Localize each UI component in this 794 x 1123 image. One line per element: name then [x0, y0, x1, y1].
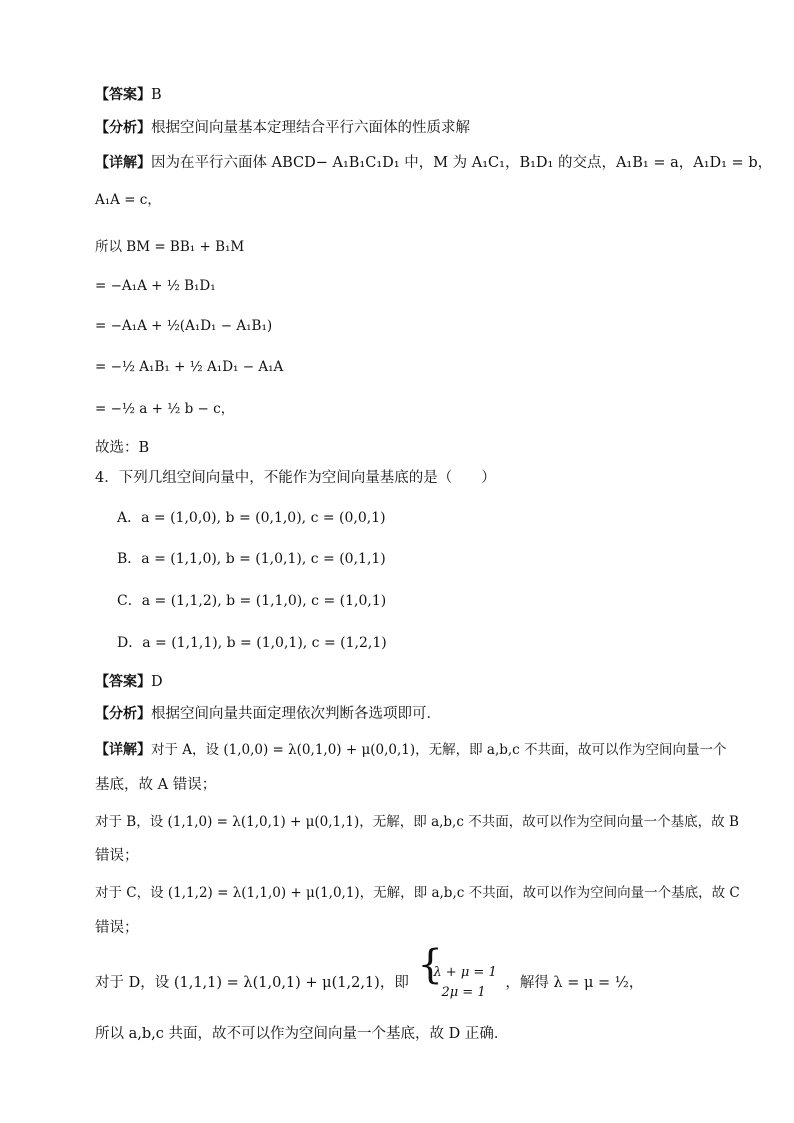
- q4-option-c: C．a = (1,1,2), b = (1,1,0), c = (1,0,1): [117, 593, 387, 609]
- analysis-tag: 【分析】: [95, 706, 151, 722]
- q4-option-d: D．a = (1,1,1), b = (1,0,1), c = (1,2,1): [117, 635, 387, 651]
- equation-system: [417, 942, 497, 1003]
- q3-step5: = −½ a + ½ b − c，: [95, 401, 235, 417]
- q4-detail-a1: [95, 740, 727, 760]
- detail-tag: 【详解】: [95, 155, 151, 171]
- q4-stem: 4．下列几组空间向量中，不能作为空间向量基底的是（ ）: [95, 470, 496, 486]
- left-brace-icon: {: [417, 942, 443, 988]
- q3-step3: = −A₁A + ½(A₁D₁ − A₁B₁): [95, 318, 273, 334]
- system-eq2: 2μ = 1: [441, 985, 486, 1000]
- detail-text: 因为在平行六面体 ABCD− A₁B₁C₁D₁ 中，M 为 A₁C₁，B₁D₁ 的交点，A₁B₁ = a，A₁D₁ = b，: [151, 155, 773, 171]
- analysis-text: 根据空间向量共面定理依次判断各选项即可．: [151, 706, 441, 722]
- q4-detail-c2: 错误；: [95, 920, 139, 936]
- q3-step4: = −½ A₁B₁ + ½ A₁D₁ − A₁A: [95, 359, 284, 375]
- q3-step2: = −A₁A + ½ B₁D₁: [95, 278, 216, 294]
- analysis-tag: 【分析】: [95, 120, 151, 136]
- q4-option-b: B．a = (1,1,0), b = (1,0,1), c = (0,1,1): [117, 551, 386, 567]
- detail-tag: 【详解】: [95, 742, 151, 758]
- detail-text: 对于 A，设 (1,0,0) = λ(0,1,0) + μ(0,0,1)，无解，即 a,b,c 不共面，故可以作为空间向量一个: [151, 742, 727, 758]
- d-line-part1: 对于 D，设 (1,1,1) = λ(1,0,1) + μ(1,2,1)，即: [95, 975, 409, 991]
- q3-detail-line1: [95, 153, 772, 173]
- answer-value: B: [151, 87, 162, 103]
- answer-tag: 【答案】: [95, 87, 151, 103]
- q4-analysis-line: [95, 704, 441, 724]
- analysis-text: 根据空间向量基本定理结合平行六面体的性质求解: [151, 120, 470, 136]
- q3-detail-line2: A₁A = c，: [95, 192, 161, 208]
- q3-analysis-line: [95, 118, 470, 138]
- answer-tag: 【答案】: [95, 674, 151, 690]
- answer-value: D: [151, 674, 163, 690]
- q4-detail-c1: 对于 C，设 (1,1,2) = λ(1,1,0) + μ(1,0,1)，无解，即 a,b,c 不共面，故可以作为空间向量一个基底，故 C: [95, 885, 740, 901]
- q4-detail-a2: 基底，故 A 错误；: [95, 777, 217, 793]
- q4-answer-line: [95, 672, 163, 692]
- q3-step1: 所以 BM = BB₁ + B₁M: [95, 239, 245, 255]
- q3-answer-line: [95, 85, 162, 105]
- q4-detail-d2: 所以 a,b,c 共面，故不可以作为空间向量一个基底，故 D 正确．: [95, 1026, 509, 1042]
- d-line-part2: ，解得 λ = μ = ½，: [505, 975, 644, 991]
- q4-detail-b1: 对于 B，设 (1,1,0) = λ(1,0,1) + μ(0,1,1)，无解，即 a,b,c 不共面，故可以作为空间向量一个基底，故 B: [95, 814, 739, 830]
- q3-choose: 故选：B: [95, 440, 150, 456]
- q4-detail-d1: [95, 942, 644, 1003]
- system-eq1: λ + μ = 1: [433, 965, 497, 980]
- q4-detail-b2: 错误；: [95, 848, 139, 864]
- q4-option-a: A．a = (1,0,0), b = (0,1,0), c = (0,0,1): [117, 510, 386, 526]
